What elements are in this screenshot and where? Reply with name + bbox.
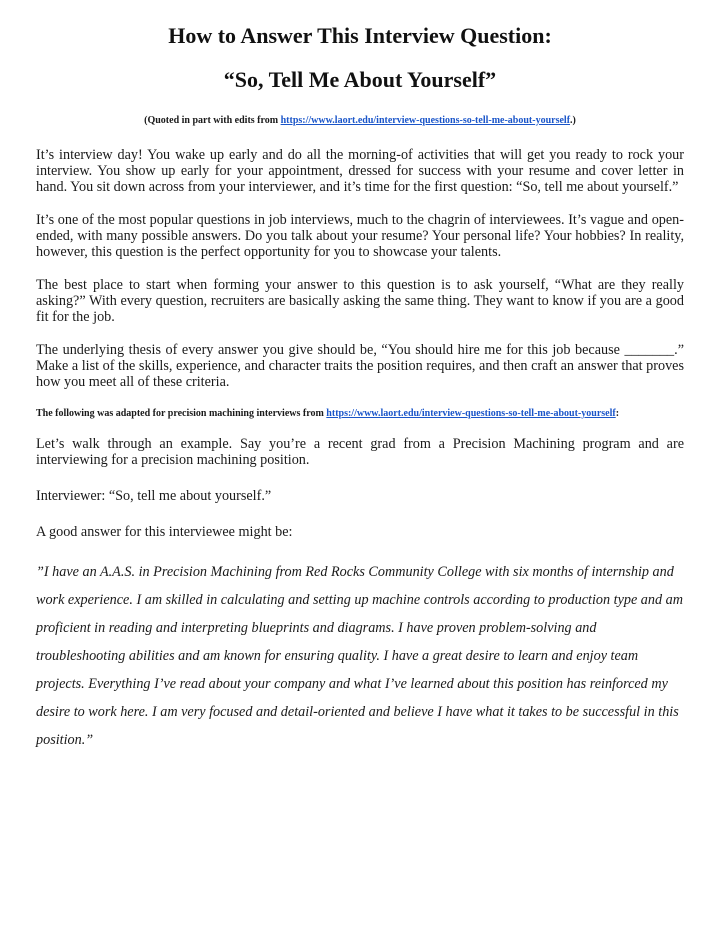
paragraph-underlying-thesis: The underlying thesis of every answer you give should be, “You should hire me for this job because _______.” Make a list of the skills, experience, and character traits the position requires, and then craft an answer that proves how you meet all of these criteria.: [36, 342, 684, 390]
title-line-1: How to Answer This Interview Question:: [168, 23, 552, 48]
source-suffix: .): [570, 115, 576, 126]
source-prefix: (Quoted in part with edits from: [144, 115, 281, 126]
adapted-note: [36, 407, 684, 420]
source-link[interactable]: https://www.laort.edu/interview-questions-so-tell-me-about-yourself: [280, 115, 571, 126]
title-line-2: “So, Tell Me About Yourself”: [223, 67, 497, 92]
paragraph-example: Let’s walk through an example. Say you’re a recent grad from a Precision Machining program and are interviewing for a precision machining position.: [36, 436, 684, 468]
source-note: [36, 114, 684, 127]
adapted-link[interactable]: https://www.laort.edu/interview-questions-so-tell-me-about-yourself: [326, 408, 616, 419]
paragraph-popular-question: It’s one of the most popular questions in job interviews, much to the chagrin of interviewees. It’s vague and open-ended, with many possible answers. Do you talk about your resume? Your personal life? Your hobbies? In reality, however, this question is the perfect opportunity for you to showcase your talents.: [36, 212, 684, 260]
paragraph-interview-day: It’s interview day! You wake up early and do all the morning-of activities that will get you ready to rock your interview. You show up early for your appointment, dressed for success with your resume and cover letter in hand. You sit down across from your interviewer, and it’s time for the first question: “So, tell me about yourself.”: [36, 147, 684, 195]
adapted-suffix: :: [615, 408, 620, 419]
answer-intro: A good answer for this interviewee might be:: [36, 524, 293, 540]
paragraph-best-place: The best place to start when forming your answer to this question is to ask yourself, “What are they really asking?” With every question, recruiters are basically asking the same thing. They want to know if you are a good fit for the job.: [36, 277, 684, 325]
interviewer-line: Interviewer: “So, tell me about yourself.”: [36, 488, 272, 504]
adapted-prefix: The following was adapted for precision machining interviews from: [36, 408, 327, 419]
sample-answer: ”I have an A.A.S. in Precision Machining from Red Rocks Community College with six months of internship and work experience. I am skilled in calculating and setting up machine controls according to production type and am proficient in reading and interpreting blueprints and diagrams. I have proven problem-solving and troubleshooting abilities and am known for ensuring quality. I have a great desire to learn and enjoy team projects. Everything I’ve read about your company and what I’ve learned about this position has reinforced my desire to work here. I am very focused and detail-oriented and believe I have what it takes to be successful in this position.”: [36, 564, 683, 748]
